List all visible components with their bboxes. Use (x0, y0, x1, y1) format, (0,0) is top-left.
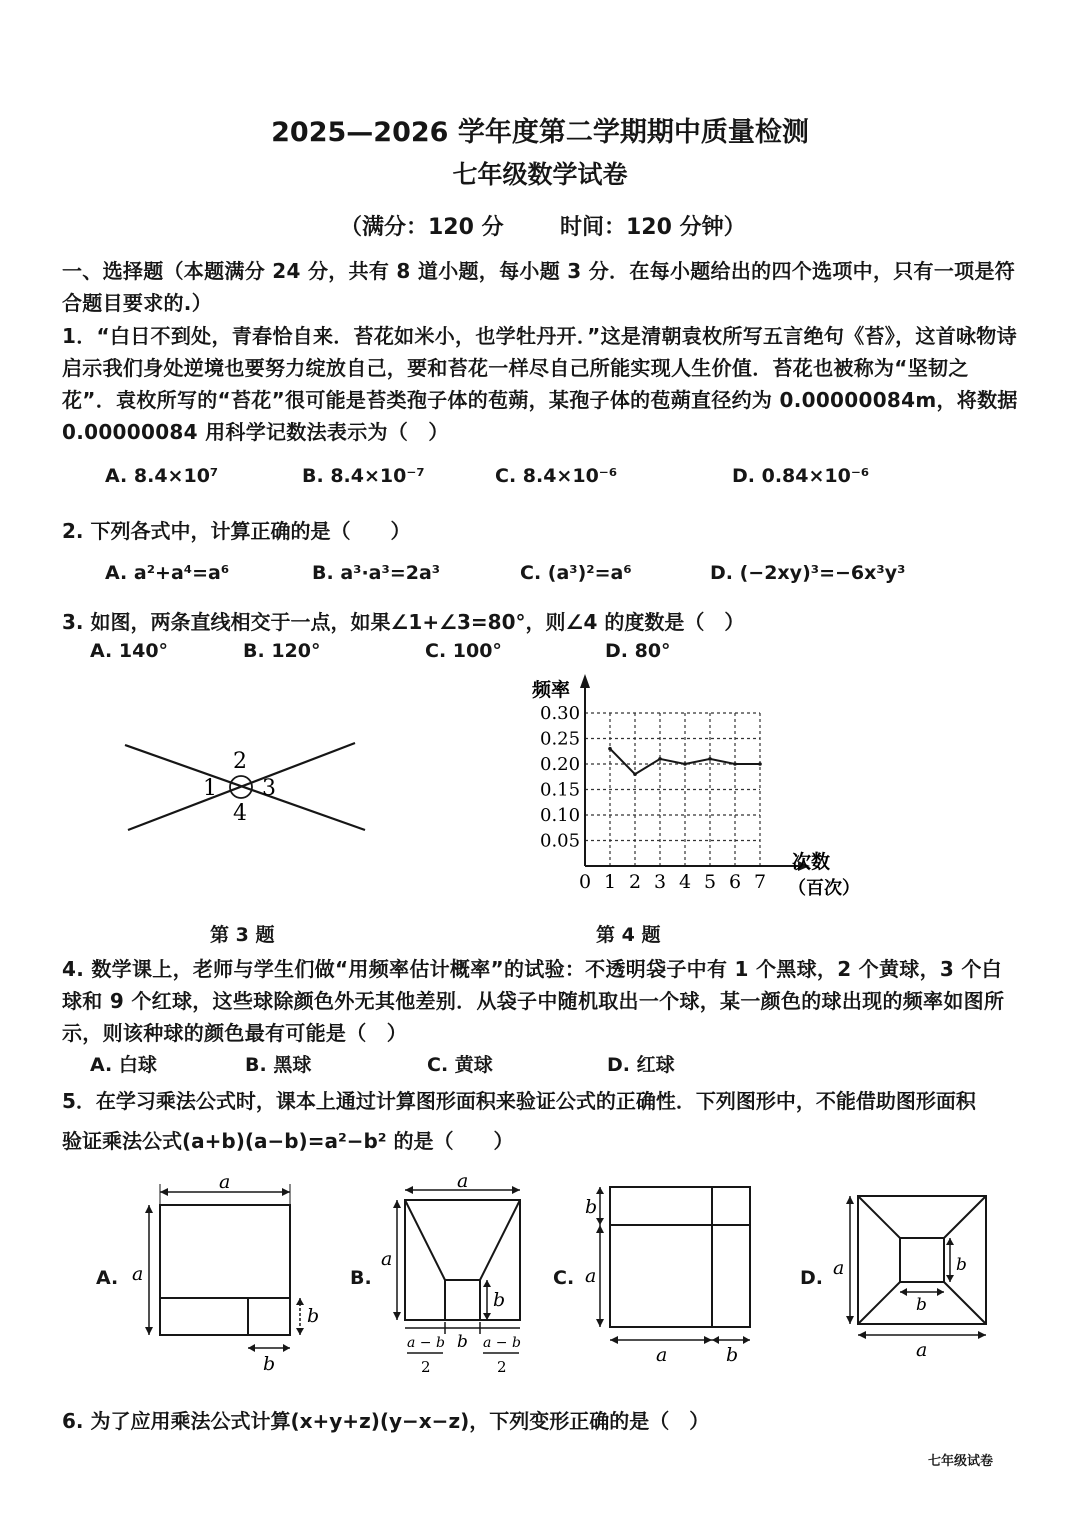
q2-option-a: A. a²+a⁴=a⁶ (105, 562, 230, 584)
q2-option-d: D. (−2xy)³=−6x³y³ (710, 562, 906, 584)
dim-arrow (145, 1327, 153, 1335)
dim-arrow (296, 1298, 304, 1305)
q2-stem: 2. 下列各式中，计算正确的是（ ） (62, 519, 411, 543)
x-tick-label: 2 (629, 871, 642, 893)
dim-arrow (283, 1344, 290, 1352)
data-point (733, 762, 737, 766)
dim-arrow (483, 1313, 491, 1320)
q5-stem-line1: 5．在学习乘法公式时，课本上通过计算图形面积来验证公式的正确性．下列图形中，不能借助图形面积 (62, 1089, 976, 1113)
q3-option-c: C. 100° (425, 640, 502, 662)
q5-fig-d-letter: D. (800, 1267, 823, 1289)
label-b: b (457, 1332, 468, 1352)
q1-option-d: D. 0.84×10⁻⁶ (732, 465, 870, 487)
dim-arrow (596, 1187, 604, 1194)
q2-option-c: C. (a³)²=a⁶ (520, 562, 632, 584)
x-axis-label: 次数 (792, 851, 831, 873)
y-tick-label: 0.10 (540, 805, 581, 826)
q4-caption: 第 4 题 (596, 924, 661, 946)
label-a: a (381, 1248, 393, 1270)
label-b: b (493, 1289, 506, 1311)
q1-option-b: B. 8.4×10⁻⁷ (302, 465, 425, 487)
data-point (658, 757, 662, 761)
q4-frequency-chart (520, 668, 860, 903)
q5-fig-b-letter: B. (350, 1267, 372, 1289)
dim-arrow (248, 1344, 255, 1352)
data-point (633, 772, 637, 776)
footer-label: 七年级试卷 (928, 1454, 994, 1469)
q5-figure-d (828, 1180, 993, 1365)
x-tick-label: 3 (654, 871, 667, 893)
q1-stem: 1．“白日不到处，青春恰自来．苔花如米小，也学牡丹开．”这是清朝袁枚所写五言绝句《苔》，这首咏物诗启示我们身处逆境也要努力绽放自己，要和苔花一样尽自己所能实现人生价值．苔花也被称为“坚韧之花”．袁枚所写的“苔花”很可能是苔类孢子体的苞蒴，某孢子体的苞蒴直径约为 0.00000084m，将数据 0.00000084 用科学记数法表示为（ ） (62, 324, 1018, 444)
q5-fig-c-letter: C. (553, 1267, 575, 1289)
dim-arrow (145, 1205, 153, 1213)
frac-left-den: 2 (421, 1358, 431, 1376)
q5-figure-b (375, 1170, 535, 1385)
dim-arrow (512, 1186, 520, 1194)
dim-arrow (946, 1238, 954, 1245)
full-score: （满分：120 分 (340, 215, 504, 240)
y-tick-label: 0.05 (540, 830, 581, 852)
label-b: b (263, 1353, 276, 1375)
dim-arrow (858, 1331, 866, 1339)
dim-arrow (282, 1188, 290, 1196)
dim-arrow (393, 1200, 401, 1208)
angle-label-3: 3 (262, 776, 276, 801)
q4-option-a: A. 白球 (90, 1054, 157, 1076)
q5-fig-a-letter: A. (96, 1267, 119, 1289)
label-a: a (132, 1263, 144, 1285)
q3-caption: 第 3 题 (210, 924, 275, 946)
q1-option-c: C. 8.4×10⁻⁶ (495, 465, 618, 487)
label-a: a (219, 1171, 231, 1193)
outer-square (610, 1187, 750, 1327)
diagonal (944, 1282, 986, 1324)
q4-option-c: C. 黄球 (427, 1054, 493, 1076)
q5-figure-c (580, 1175, 760, 1375)
frac-right-num: a − b (483, 1335, 521, 1351)
q4-option-d: D. 红球 (607, 1054, 675, 1076)
q3-option-b: B. 120° (243, 640, 321, 662)
data-point (758, 762, 762, 766)
label-a: a (585, 1265, 597, 1287)
exam-title: 2025—2026 学年度第二学期期中质量检测 (271, 117, 809, 148)
angle-label-4: 4 (233, 801, 247, 826)
label-a: a (656, 1344, 668, 1366)
dim-arrow (937, 1288, 944, 1296)
dim-arrow (712, 1336, 719, 1344)
q5-stem-line2: 验证乘法公式(a+b)(a−b)=a²−b² 的是（ ） (62, 1129, 514, 1153)
x-axis-unit: （百次） (788, 878, 860, 899)
dim-arrow (946, 1275, 954, 1282)
q3-stem: 3. 如图，两条直线相交于一点，如果∠1+∠3=80°，则∠4 的度数是（ ） (62, 610, 745, 634)
exam-time: 时间：120 分钟） (560, 215, 746, 240)
q3-option-d: D. 80° (605, 640, 671, 662)
dim-arrow (393, 1312, 401, 1320)
section-heading: 一、选择题（本题满分 24 分，共有 8 道小题，每小题 3 分．在每小题给出的四个选项中，只有一项是符合题目要求的.） (62, 259, 1016, 315)
q3-option-a: A. 140° (90, 640, 169, 662)
diagonal (858, 1282, 900, 1324)
label-b: b (307, 1305, 320, 1327)
y-axis-label: 频率 (532, 679, 571, 701)
dim-arrow (160, 1188, 168, 1196)
frac-left-num: a − b (407, 1335, 445, 1351)
x-tick-label: 7 (754, 871, 767, 893)
dim-arrow (596, 1218, 604, 1225)
exam-subtitle: 七年级数学试卷 (452, 160, 628, 189)
label-b: b (956, 1255, 967, 1275)
q3-intersecting-lines-figure (110, 735, 370, 835)
data-point (683, 762, 687, 766)
dim-arrow (596, 1319, 604, 1327)
dim-arrow (296, 1328, 304, 1335)
y-tick-label: 0.15 (540, 779, 581, 801)
trapezoid-edge (405, 1200, 445, 1280)
dim-arrow (596, 1225, 604, 1233)
x-tick-label: 6 (729, 871, 742, 893)
dim-arrow (846, 1316, 854, 1324)
y-tick-label: 0.20 (540, 754, 581, 775)
angle-label-1: 1 (203, 776, 217, 801)
x-tick-label: 0 (579, 871, 592, 893)
diagonal (858, 1196, 900, 1238)
q4-stem: 4. 数学课上，老师与学生们做“用频率估计概率”的试验：不透明袋子中有 1 个黑球，2 个黄球，3 个白球和 9 个红球，这些球除颜色外无其他差别．从袋子中随机取出一个球，某一颜色的球出现的频率如图所示，则该种球的颜色最有可能是（ ） (62, 957, 1005, 1045)
x-tick-label: 5 (704, 871, 717, 893)
dim-arrow (900, 1288, 907, 1296)
diagonal (944, 1196, 986, 1238)
label-a: a (916, 1339, 928, 1361)
label-a: a (457, 1170, 469, 1192)
angle-label-2: 2 (233, 749, 247, 774)
x-tick-label: 4 (679, 871, 692, 893)
label-a: a (833, 1257, 845, 1279)
label-b: b (726, 1344, 739, 1366)
frac-right-den: 2 (497, 1358, 507, 1376)
dim-arrow (846, 1196, 854, 1204)
outer-square (160, 1205, 290, 1335)
label-b: b (585, 1196, 598, 1218)
q5-figure-a (125, 1170, 335, 1380)
data-point (708, 757, 712, 761)
q2-option-b: B. a³·a³=2a³ (312, 562, 441, 584)
trapezoid-edge (480, 1200, 520, 1280)
y-axis-arrow (580, 674, 590, 688)
q4-option-b: B. 黑球 (245, 1054, 312, 1076)
dim-arrow (978, 1331, 986, 1339)
inner-square (900, 1238, 944, 1282)
dim-arrow (704, 1336, 712, 1344)
dim-arrow (483, 1280, 491, 1287)
q6-stem: 6. 为了应用乘法公式计算(x+y+z)(y−x−z)，下列变形正确的是（ ） (62, 1409, 710, 1433)
label-b: b (916, 1295, 927, 1315)
dim-arrow (405, 1186, 413, 1194)
x-tick-label: 1 (604, 871, 617, 893)
data-point (608, 747, 612, 751)
y-tick-label: 0.25 (540, 728, 581, 750)
dim-arrow (743, 1336, 750, 1344)
y-tick-label: 0.30 (540, 703, 581, 724)
dim-arrow (610, 1336, 618, 1344)
q1-option-a: A. 8.4×10⁷ (105, 465, 219, 487)
